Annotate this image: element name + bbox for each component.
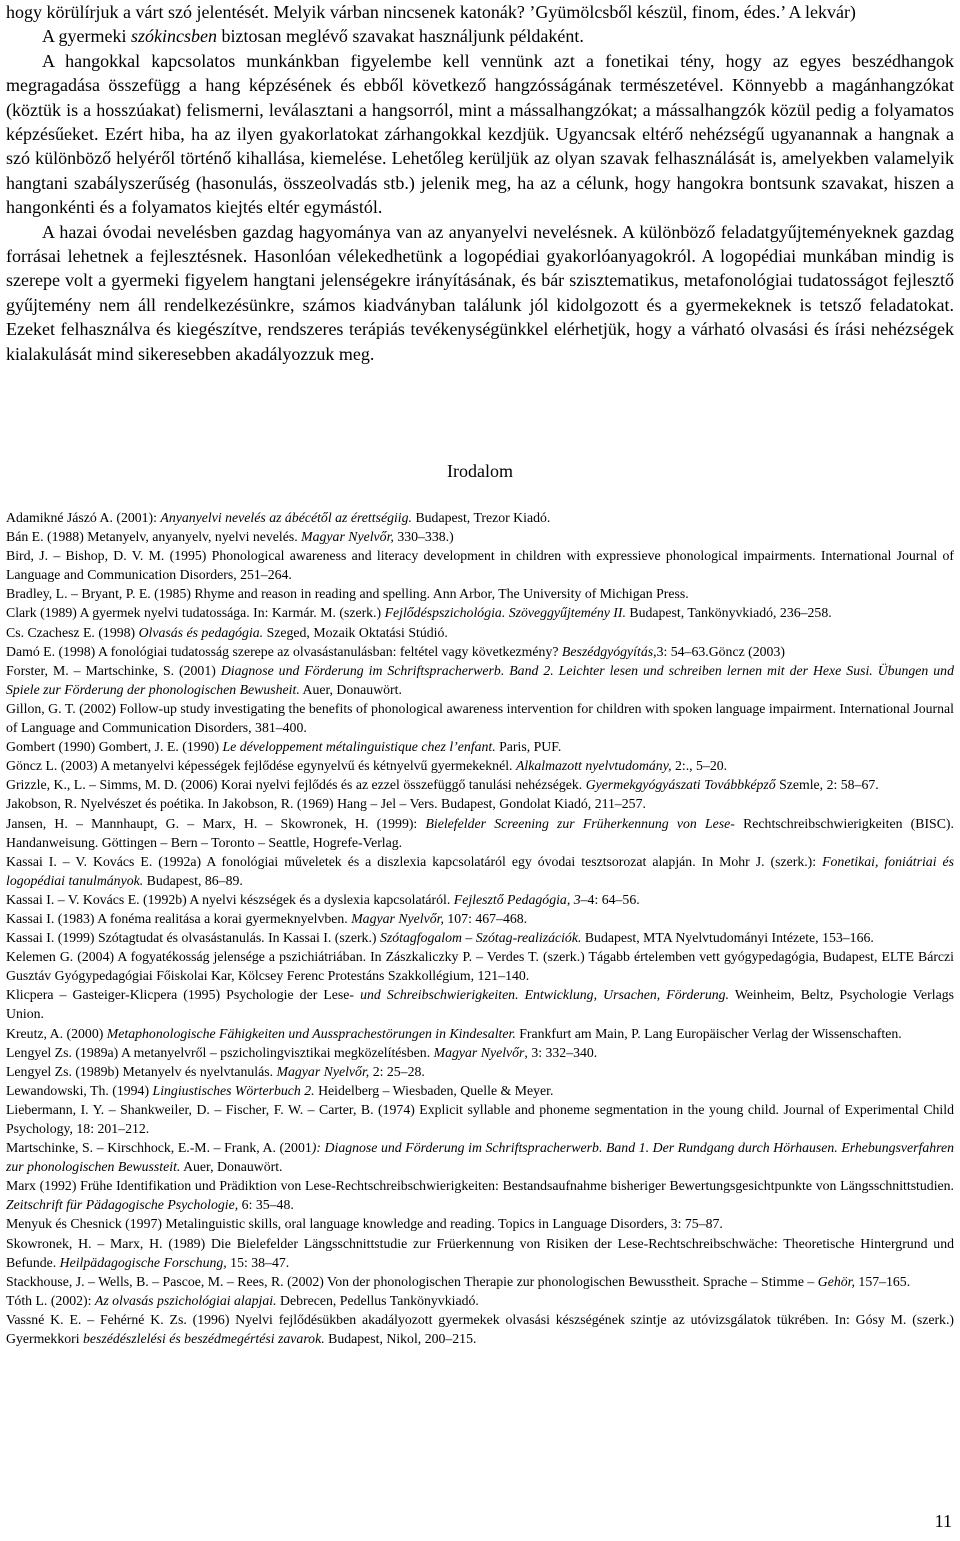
text-run: Paris, PUF. [495, 739, 562, 755]
text-run: Kassai I. (1983) A fonéma realitása a korai gyermeknyelvben. [6, 910, 352, 926]
reference-item [6, 1043, 954, 1062]
text-run: Forster, M. – Martschinke, S. (2001) [6, 662, 221, 678]
reference-item [6, 1100, 954, 1138]
reference-item [6, 737, 954, 756]
text-run: Budapest, 86–89. [143, 872, 243, 888]
text-run: Gillon, G. T. (2002) Follow-up study investigating the benefits of phonological awareness intervention for children with spoken language impairment. International Journal of Language and Communication Disorders, 381–400. [6, 700, 954, 736]
paragraph [6, 49, 954, 220]
text-run: A hazai óvodai nevelésben gazdag hagyománya van az anyanyelvi nevelésnek. A különböző feladatgyűjteményeknek gazdag forrásai lehetnek a fejlesztésnek. Hasonlóan vélekedhetünk a logopédiai gyakorlóanyagokról. A logopédiai munkában mindig is szerepe volt a gyermeki figyelem hangtani jelenségekre irányításának, és bár szisztematikus, metafonológiai tudatosságot fejlesztő gyűjtemény nem áll rendelkezésünkre, számos kiadványban találunk jól kidolgozott és a gyermekeknek is tetsző feladatokat. Ezeket felhasználva és kiegészítve, rendszeres terápiás tevékenységünkkel elérhetjük, hogy a várható olvasási és írási nehézségek kialakulását mind sikeresebben akadályozzuk meg. [6, 221, 954, 364]
reference-item [6, 1272, 954, 1291]
reference-item [6, 814, 954, 852]
text-run: ,3: 54–63.Göncz (2003) [653, 643, 785, 659]
reference-item [6, 1291, 954, 1310]
text-run: Kreutz, A. (2000) [6, 1025, 107, 1041]
text-run: Grizzle, K., L. – Simms, M. D. (2006) Korai nyelvi fejlődés és az ezzel összefüggő tanulási nehézségek. [6, 777, 586, 793]
reference-item [6, 546, 954, 584]
italic-text: Fejlesztő Pedagógia, 3 [453, 891, 581, 907]
italic-text: und Schreibschwierigkeiten. Entwicklung, Ursachen, Förderung. [360, 987, 729, 1003]
text-run: 330–338.) [393, 529, 454, 545]
italic-text: Lingiustisches Wörterbuch 2. [152, 1082, 315, 1098]
text-run: Kelemen G. (2004) A fogyatékosság jelensége a pszichiátriában. In Zászkaliczky P. – Verdes T. (szerk.) Tágabb értelemben vett gyógypedagógia, Budapest, ELTE Bárczi Gusztáv Gyógypedagógiai Főiskolai Kar, Kölcsey Ferenc Protestáns Szakkollégium, 121–140. [6, 949, 954, 984]
text-run: Jansen, H. – Mannhaupt, G. – Marx, H. – Skowronek, H. (1999): [6, 815, 426, 831]
text-run: Cs. Czachesz E. (1998) [6, 624, 139, 640]
reference-item [6, 1138, 954, 1176]
italic-text: Olvasás és pedagógia. [138, 624, 264, 640]
reference-item [6, 603, 954, 622]
reference-item [6, 794, 954, 813]
italic-text: Heilpädagogische Forschung, [59, 1254, 227, 1270]
reference-item [6, 985, 954, 1023]
text-run: Jakobson, R. Nyelvészet és poétika. In Jakobson, R. (1969) Hang – Jel – Vers. Budapest, Gondolat Kiadó, 211–257. [6, 796, 646, 812]
text-run: hogy körülírjuk a várt szó jelentését. Melyik várban nincsenek katonák? ’Gyümölcsből készül, finom, édes.’ A lekvár) [6, 2, 856, 22]
italic-text: Beszédgyógyítás [561, 643, 654, 659]
italic-text: Magyar Nyelvőr [433, 1044, 525, 1060]
text-run: Clark (1989) A gyermek nyelvi tudatossága. In: Karmár. M. (szerk.) [6, 605, 385, 621]
italic-text: Le développement métalinguistique chez l’enfant. [222, 739, 496, 755]
text-run: Budapest, Nikol, 200–215. [324, 1331, 477, 1347]
text-run: Kassai I. – V. Kovács E. (1992b) A nyelvi készségek és a dyslexia kapcsolatáról. [6, 891, 454, 907]
text-run: Lengyel Zs. (1989b) Metanyelv és nyelvtanulás. [6, 1063, 277, 1079]
italic-text: szókincsben [130, 26, 217, 47]
reference-item [6, 1310, 954, 1348]
text-run: 157–165. [854, 1273, 911, 1289]
text-run: Adamikné Jászó A. (2001): [6, 510, 161, 525]
text-run: Frankfurt am Main, P. Lang Europäischer Verlag der Wissenschaften. [515, 1025, 902, 1041]
text-run: Gombert (1990) Gombert, J. E. (1990) [6, 739, 223, 755]
text-run: Kassai I. (1999) Szótagtudat és olvasástanulás. In Kassai I. (szerk.) [6, 930, 380, 946]
reference-item [6, 527, 954, 546]
reference-item [6, 775, 954, 794]
italic-text: Gehör, [817, 1273, 855, 1289]
text-run: Menyuk és Chesnick (1997) Metalinguistic skills, oral language knowledge and reading. Topics in Language Disorders, 3: 75–87. [6, 1216, 723, 1232]
reference-list [6, 508, 954, 1348]
italic-text: Zeitschrift für Pädagogische Psychologie, [6, 1197, 239, 1213]
italic-text: Az olvasás pszichológiai alapjai. [94, 1292, 277, 1308]
reference-item [6, 623, 954, 642]
text-run: Szemle, 2: 58–67. [775, 777, 879, 793]
references-heading: Irodalom [447, 461, 513, 481]
reference-item [6, 1062, 954, 1081]
text-run: Marx (1992) Frühe Identifikation und Prädiktion von Lese-Rechtschreibschwierigkeiten: Bestandsaufnahme bisheriger Bewertungsgesichtpunkte von Längsschnittstudien. [6, 1178, 954, 1194]
reference-item [6, 890, 954, 909]
text-run: Budapest, MTA Nyelvtudományi Intézete, 153–166. [581, 930, 874, 946]
italic-text: Gyermekgyógyászati Továbbképző [585, 777, 776, 793]
text-run: –4: 64–56. [580, 891, 640, 907]
reference-item [6, 1234, 954, 1272]
text-run: Budapest, Trezor Kiadó. [412, 510, 551, 525]
text-run: Weinheim, Beltz, Psychologie Verlags Union. [6, 987, 955, 1022]
italic-text: Anyanyelvi nevelés az ábécétől az érettségiig. [160, 510, 412, 525]
page-number: 11 [934, 1511, 952, 1531]
italic-text: Metaphonologische Fähigkeiten und Aussprachestörungen in Kindesalter. [106, 1025, 516, 1041]
text-run: Lewandowski, Th. (1994) [6, 1082, 153, 1098]
reference-item [6, 661, 954, 699]
text-run: 107: 467–468. [443, 910, 528, 926]
italic-text: Alkalmazott nyelvtudomány, [515, 758, 672, 774]
text-run: Rechtschreibschwierigkeiten (BISC). Handanweisung. Göttingen – Bern – Toronto – Seattle, Hogrefe-Verlag. [6, 815, 954, 850]
paragraph [6, 24, 954, 48]
reference-item [6, 947, 954, 985]
text-run: Stackhouse, J. – Wells, B. – Pascoe, M. – Rees, R. (2002) Von der phonologischen Therapie zur phonologischen Bewusstheit. Sprache – Stimme – [6, 1273, 818, 1289]
italic-text: ): Diagnose und Förderung im Schriftspracherwerb. Band 1. Der Rundgang durch Hörhausen. Erhebungsverfahren zur phonologischen Bewussteit. [6, 1140, 954, 1175]
text-run: Kassai I. – V. Kovács E. (1992a) A fonológiai műveletek és a diszlexia kapcsolatáról egy óvodai tesztsorozat alapján. In Mohr J. (szerk.): [6, 853, 823, 869]
reference-item [6, 1176, 954, 1214]
reference-item [6, 928, 954, 947]
reference-item [6, 1214, 954, 1233]
text-run: Bradley, L. – Bryant, P. E. (1985) Rhyme and reason in reading and spelling. Ann Arbor, The University of Michigan Press. [6, 586, 689, 602]
reference-item [6, 756, 954, 775]
text-run: Bird, J. – Bishop, D. V. M. (1995) Phonological awareness and literacy development in children with expressieve phonological impairments. International Journal of Language and Communication Disorders, 251–264. [6, 548, 954, 583]
reference-item [6, 584, 954, 603]
text-run: Budapest, Tankönyvkiadó, 236–258. [625, 605, 832, 621]
italic-text: Fonetikai, foniátriai és logopédiai tanulmányok. [6, 853, 954, 888]
italic-text: Fejlődéspszichológia. Szöveggyűjtemény II. [384, 605, 626, 621]
text-run: Göncz L. (2003) A metanyelvi képességek fejlődése egynyelvű és kétnyelvű gyermekeknél. [6, 758, 516, 774]
paragraph [6, 220, 954, 366]
text-run: Auer, Donauwört. [180, 1159, 283, 1175]
italic-text: beszédészlelési és beszédmegértési zavarok. [83, 1331, 325, 1347]
text-run: A gyermeki [42, 26, 131, 47]
text-run: A hangokkal kapcsolatos munkánkban figyelembe kell vennünk azt a fonetikai tény, hogy az egyes beszédhangok megragadása összefügg a hang képzésének és ebből következő hangzósságának természetével. Könnyebb a magánhangzókat (köztük is a hosszúakat) felismerni, leválasztani a hangsorról, mint a mássalhangzókat; a mássalhangzók közül pedig a folyamatos képzésűeket. Ezért hiba, ha az ilyen gyakorlatokat zárhangokkal kezdjük. Ugyancsak eltérő nehézségű ugyanannak a hangnak a szó különböző helyéről történő kihallása, kiemelése. Lehetőleg kerüljük az olyan szavak felhasználását is, amelyekben valamelyik hangtani szabályszerűség (hasonulás, összeolvadás stb.) jelenik meg, ha az a célunk, hogy hangokra bontsunk szavakat, hiszen a hangonkénti és a folyamatos kiejtés eltér egymástól. [6, 50, 954, 218]
text-run: Liebermann, I. Y. – Shankweiler, D. – Fischer, F. W. – Carter, B. (1974) Explicit syllable and phoneme segmentation in the young child. Journal of Experimental Child Psychology, 18: 201–212. [6, 1101, 954, 1136]
text-run: Bán E. (1988) Metanyelv, anyanyelv, nyelvi nevelés. [6, 529, 302, 545]
text-run: 6: 35–48. [238, 1197, 294, 1213]
paragraph [6, 0, 954, 24]
text-run: Klicpera – Gasteiger-Klicpera (1995) Psychologie der Lese- [6, 987, 361, 1003]
text-run: , 3: 332–340. [524, 1044, 598, 1060]
reference-item [6, 508, 954, 527]
text-run: Tóth L. (2002): [6, 1292, 95, 1308]
text-run: Debrecen, Pedellus Tankönyvkiadó. [276, 1292, 479, 1308]
text-run: Martschinke, S. – Kirschhock, E.-M. – Frank, A. (2001 [6, 1140, 312, 1156]
italic-text: Szótagfogalom – Szótag-realizációk. [379, 930, 582, 946]
italic-text: Bielefelder Screening zur Früherkennung von Lese- [425, 815, 735, 831]
text-run: Auer, Donauwört. [299, 681, 402, 697]
text-run: Vassné K. E. – Fehérné K. Zs. (1996) Nyelvi fejlődésükben akadályozott gyermekek olvasási készségének szintje az utóvizsgálatok tükrében. In: Gósy M. (szerk.) Gyermekkori [6, 1311, 954, 1347]
reference-item [6, 852, 954, 890]
italic-text: Magyar Nyelvőr, [276, 1063, 370, 1079]
reference-item [6, 642, 954, 661]
text-run: Heidelberg – Wiesbaden, Quelle & Meyer. [314, 1082, 554, 1098]
reference-item [6, 1024, 954, 1043]
reference-item [6, 909, 954, 928]
text-run: Szeged, Mozaik Oktatási Stúdió. [263, 624, 448, 640]
text-run: 15: 38–47. [226, 1254, 290, 1270]
italic-text: Magyar Nyelvőr, [301, 529, 394, 545]
italic-text: Diagnose und Förderung im Schriftspracherwerb. Band 2. Leichter lesen und schreiben lernen mit der Hexe Susi. Übungen und Spiele zur Förderung der phonologischen Bewusheit. [6, 662, 954, 697]
body-text [6, 0, 954, 366]
text-run: Damó E. (1998) A fonológiai tudatosság szerepe az olvasástanulásban: feltétel vagy következmény? [6, 643, 562, 659]
italic-text: Magyar Nyelvőr, [351, 910, 444, 926]
text-run: 2: 25–28. [369, 1063, 425, 1079]
text-run: 2:., 5–20. [671, 758, 728, 774]
text-run: Skowronek, H. – Marx, H. (1989) Die Bielefelder Längsschnittstudie zur Früerkennung von Risiken der Lese-Rechtschreibschwäche: Theoretische Hintergrund und Befunde. [6, 1235, 954, 1270]
text-run: Lengyel Zs. (1989a) A metanyelvről – pszicholingvisztikai megközelítésben. [6, 1044, 434, 1060]
reference-item [6, 1081, 954, 1100]
text-run: biztosan meglévő szavakat használjunk példaként. [216, 26, 584, 47]
reference-item [6, 699, 954, 737]
